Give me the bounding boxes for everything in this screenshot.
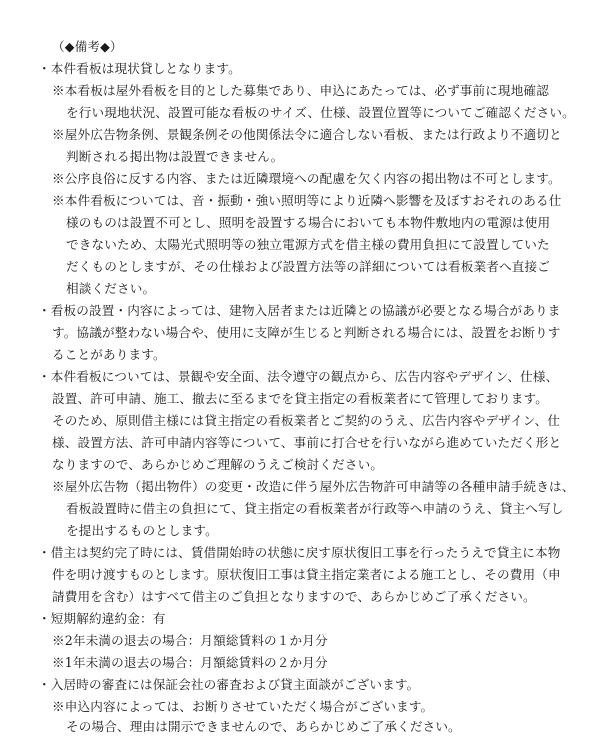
note-line: できないため、太陽光式照明等の独立電源方式を借主様の費用負担にて設置していた xyxy=(66,237,550,252)
note-line: 請費用を含む）はすべて借主のご負担となりますので、あらかじめご了承ください。 xyxy=(52,589,536,604)
note-line: その場合、理由は開示できませんので、あらかじめご了承ください。 xyxy=(66,719,461,734)
note-line: 設置、許可申請、施工、撤去に至るまでを貸主指定の看板業者にて管理しております。 xyxy=(52,391,548,406)
note-line: ※1年未満の退去の場合：月額総賃料の２か月分 xyxy=(52,655,328,670)
note-line: なりますので、あらかじめご理解のうえご検討ください。 xyxy=(52,457,384,472)
note-line: ※公序良俗に反する内容、または近隣環境への配慮を欠く内容の掲出物は不可とします。 xyxy=(52,171,561,186)
note-line: 判断される掲出物は設置できません。 xyxy=(66,149,284,164)
note-line: そのため、原則借主様には貸主指定の看板業者とご契約のうえ、広告内容やデザイン、仕 xyxy=(52,413,561,428)
notes-heading: （◆備考◆） xyxy=(52,39,123,54)
note-line: ※屋外広告物条例、景観条例その他関係法令に適合しない看板、または行政より不適切と xyxy=(52,127,562,142)
note-line: ※2年未満の退去の場合：月額総賃料の１か月分 xyxy=(52,633,328,648)
note-line: ・本件看板については、景観や安全面、法令遵守の観点から、広告内容やデザイン、仕様、 xyxy=(38,369,559,384)
note-line: 件を明け渡すものとします。原状復旧工事は貸主指定業者による施工とし、その費用（申 xyxy=(52,567,561,582)
note-line: ※本看板は屋外看板を目的とした募集であり、申込にあたっては、必ず事前に現地確認 xyxy=(52,83,550,98)
note-line: ※申込内容によっては、お断りさせていただく場合がございます。 xyxy=(52,699,434,714)
note-line: ※屋外広告物（掲出物件）の変更・改造に伴う屋外広告物許可申請等の各種申請手続きは、 xyxy=(52,479,575,494)
note-line: ※本件看板については、音・振動・強い照明等により近隣へ影響を及ぼすおそれのある仕 xyxy=(52,193,562,208)
note-line: だくものとしますが、その仕様および設置方法等の詳細については看板業者へ直接ご xyxy=(66,259,551,274)
note-line: ・短期解約違約金：有 xyxy=(38,611,166,626)
note-line: 様、設置方法、許可申請内容等について、事前に打合せを行いながら進めていただく形と xyxy=(52,435,562,450)
note-line: ・入居時の審査には保証会社の審査および貸主面談がございます。 xyxy=(38,677,420,692)
note-line: ・本件看板は現状貸しとなります。 xyxy=(38,61,241,76)
note-line: ・看板の設置・内容によっては、建物入居者または近隣との協議が必要となる場合がありま xyxy=(38,303,561,318)
note-line: ることがあります。 xyxy=(52,347,166,362)
note-line: を行い現地状況、設置可能な看板のサイズ、仕様、設置位置等についてご確認ください。 xyxy=(66,105,575,120)
note-line: を提出するものとします。 xyxy=(66,523,218,538)
note-line: 相談ください。 xyxy=(66,281,156,296)
note-line: ・借主は契約完了時には、賃借開始時の状態に戻す原状復旧工事を行ったうえで貸主に本物 xyxy=(38,545,561,560)
note-line: 看板設置時に借主の負担にて、貸主指定の看板業者が行政等へ申請のうえ、貸主へ写し xyxy=(66,501,564,516)
note-line: す。協議が整わない場合や、使用に支障が生じると判断される場合には、設置をお断りす xyxy=(52,325,561,340)
note-line: 様のものは設置不可とし、照明を設置する場合においても本物件敷地内の電源は使用 xyxy=(66,215,551,230)
